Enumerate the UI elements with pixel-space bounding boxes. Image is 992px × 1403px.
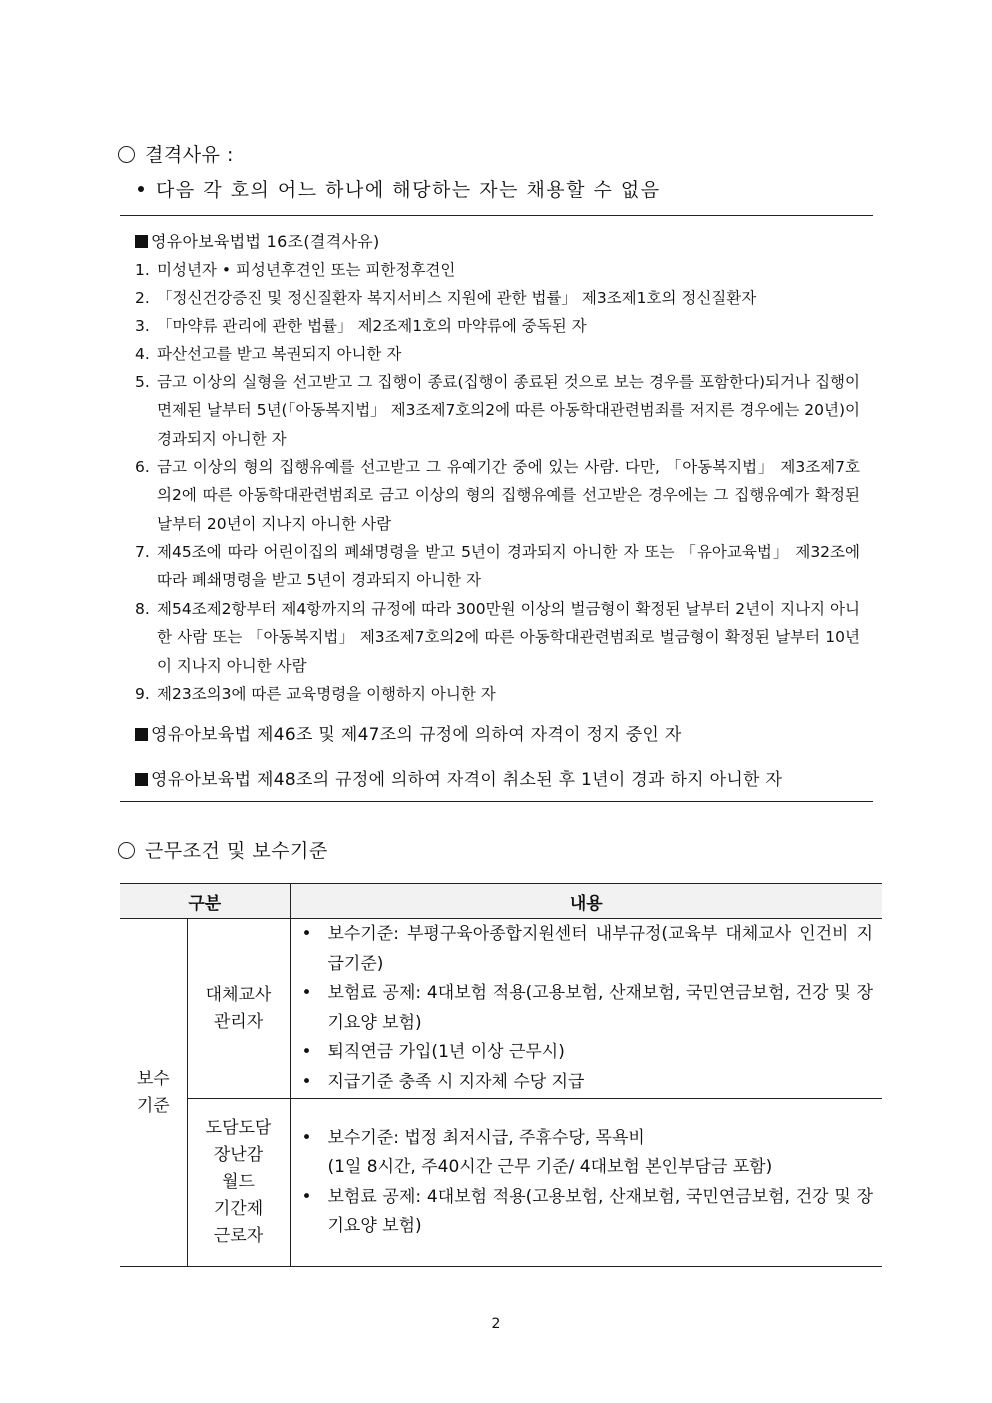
law-suspension-line (135, 720, 682, 745)
disqualification-subtitle: 다음 각 호의 어느 하나에 해당하는 자는 채용할 수 없음 (156, 179, 661, 201)
bullet-text: 보수기준: 법정 최저시급, 주휴수당, 목욕비 (327, 1127, 645, 1148)
list-item (135, 256, 860, 284)
circle-bullet-icon (118, 146, 135, 163)
list-item (135, 368, 860, 453)
law-suspension-text: 영유아보육법 제46조 및 제47조의 규정에 의하여 자격이 정지 중인 자 (151, 725, 682, 745)
law-heading-text: 영유아보육법법 16조(결격사유) (151, 232, 380, 251)
box-bottom-rule (120, 801, 873, 802)
bullet-dot-icon (138, 186, 144, 192)
square-bullet-icon (135, 773, 148, 786)
row-label: 장난감 (213, 1145, 264, 1165)
group-label: 보수 (136, 1068, 170, 1089)
item-number: 6. (135, 458, 150, 476)
item-text: 「정신건강증진 및 정신질환자 복지서비스 지원에 관한 법률」 제3조제1호의 정신질환자 (157, 289, 757, 307)
toy-world-worker-label-cell (187, 1099, 290, 1267)
row-label: 기간제 (213, 1199, 264, 1219)
item-text: 제23조의3에 따른 교육명령을 이행하지 아니한 자 (157, 685, 496, 703)
list-item: • 보수기준: 부평구육아종합지원센터 내부규정(교육부 대체교사 인건비 지급기준) (292, 920, 882, 979)
list-item (135, 453, 860, 538)
header-content: 내용 (290, 884, 882, 919)
substitute-teacher-content-cell (290, 919, 882, 1099)
header-category: 구분 (120, 884, 290, 919)
item-number: 2. (135, 289, 150, 307)
section-conditions-heading (118, 836, 328, 863)
section-disqualification-heading (118, 140, 234, 167)
substitute-teacher-label-cell (187, 919, 290, 1099)
group-label: 기준 (136, 1095, 170, 1116)
section-disqualification-title: 결격사유 : (145, 144, 234, 166)
row-label: 대체교사 (205, 984, 272, 1005)
item-text: 파산선고를 받고 복권되지 아니한 자 (157, 345, 402, 363)
row-label: 도담도담 (205, 1118, 272, 1138)
list-item: • 보험료 공제: 4대보험 적용(고용보험, 산재보험, 국민연금보험, 건강 및 장기요양 보험) (292, 1183, 882, 1242)
law-revocation-line (135, 765, 782, 790)
list-item: • 지급기준 충족 시 지자체 수당 지급 (292, 1068, 882, 1098)
circle-bullet-icon (118, 842, 135, 859)
box-top-rule (120, 215, 873, 216)
list-item: • 보험료 공제: 4대보험 적용(고용보험, 산재보험, 국민연금보험, 건강 및 장기요양 보험) (292, 979, 882, 1038)
row-label: 월드 (222, 1172, 255, 1192)
section-conditions-title: 근무조건 및 보수기준 (145, 840, 328, 862)
law-heading (135, 229, 380, 252)
row-label: 근로자 (213, 1226, 264, 1246)
square-bullet-icon (135, 235, 148, 248)
item-text: 금고 이상의 형의 집행유예를 선고받고 그 유예기간 중에 있는 사람. 다만, 「아동복지법」 제3조제7호의2에 따른 아동학대관련범죄로 금고 이상의 형의 집행유예를 선고받은 경우에는 그 집행유예가 확정된 날부터 20년이 지나지 아니한 사람 (157, 458, 860, 533)
item-text: 제54조제2항부터 제4항까지의 규정에 따라 300만원 이상의 벌금형이 확정된 날부터 2년이 지나지 아니한 사람 또는 「아동복지법」 제3조제7호의2에 따른 아동학대관련범죄로 벌금형이 확정된 날부터 10년이 지나지 아니한 사람 (157, 600, 860, 675)
list-item (135, 312, 860, 340)
item-number: 3. (135, 317, 150, 335)
disqualification-subtitle-line (138, 175, 661, 202)
toy-world-worker-content-cell (290, 1099, 882, 1267)
list-item (135, 284, 860, 312)
item-number: 1. (135, 261, 150, 279)
item-number: 4. (135, 345, 150, 363)
list-item (135, 680, 860, 708)
pay-standard-group-cell (120, 919, 187, 1267)
list-item (135, 340, 860, 368)
bullet-text: (1일 8시간, 주40시간 근무 기준/ 4대보험 본인부담금 포함) (327, 1157, 773, 1177)
item-number: 9. (135, 685, 150, 703)
list-item (135, 538, 860, 595)
page-number: 2 (491, 1316, 501, 1332)
item-number: 5. (135, 373, 150, 391)
item-number: 8. (135, 600, 150, 618)
item-text: 「마약류 관리에 관한 법률」 제2조제1호의 마약류에 중독된 자 (157, 317, 587, 335)
square-bullet-icon (135, 728, 148, 741)
list-item (292, 1124, 882, 1183)
item-text: 제45조에 따라 어린이집의 폐쇄명령을 받고 5년이 경과되지 아니한 자 또는 「유아교육법」 제32조에 따라 폐쇄명령을 받고 5년이 경과되지 아니한 자 (157, 543, 860, 590)
row-label: 관리자 (213, 1011, 264, 1032)
law-revocation-text: 영유아보육법 제48조의 규정에 의하여 자격이 취소된 후 1년이 경과 하지 아니한 자 (151, 770, 783, 790)
list-item (135, 595, 860, 680)
item-text: 금고 이상의 실형을 선고받고 그 집행이 종료(집행이 종료된 것으로 보는 경우를 포함한다)되거나 집행이 면제된 날부터 5년(「아동복지법」 제3조제7호의2에 따른 아동학대관련범죄를 저지른 경우에는 20년)이 경과되지 아니한 자 (157, 373, 860, 448)
conditions-table (120, 883, 882, 1267)
item-number: 7. (135, 543, 150, 561)
list-item: • 퇴직연금 가입(1년 이상 근무시) (292, 1038, 882, 1068)
item-text: 미성년자 • 피성년후견인 또는 피한정후견인 (157, 261, 456, 279)
